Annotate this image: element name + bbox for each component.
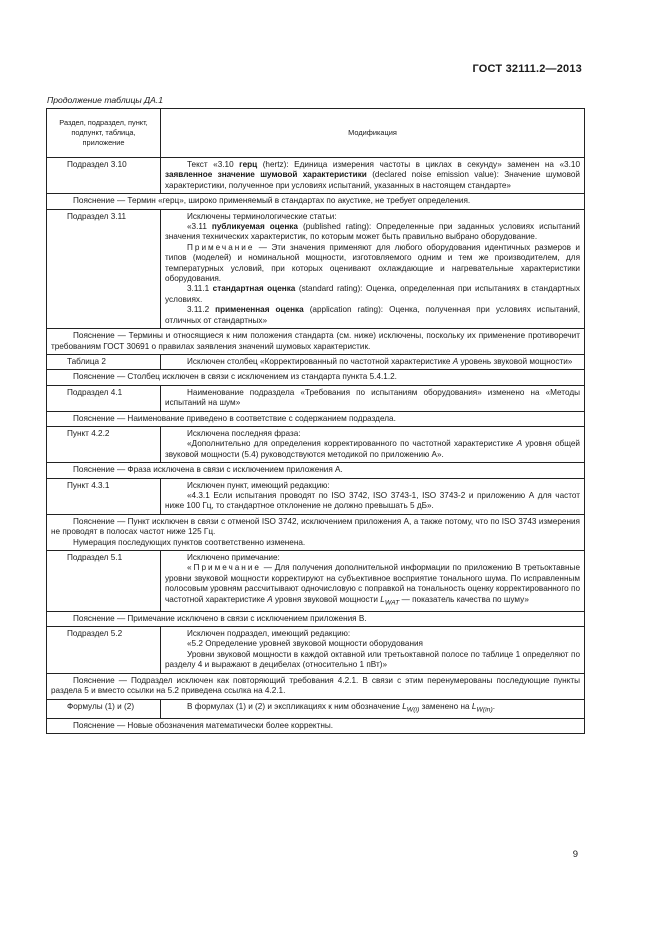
document-id: ГОСТ 32111.2—2013 bbox=[472, 63, 582, 75]
explanation-row bbox=[47, 370, 585, 385]
explanation-text: Пояснение — Примечание исключено в связи с исключением приложения В. bbox=[47, 611, 585, 626]
mod-paragraph: Исключены терминологические статьи: bbox=[187, 211, 337, 221]
mod-paragraph: «5.2 Определение уровней звуковой мощности оборудования bbox=[187, 639, 423, 649]
explanation-row bbox=[47, 514, 585, 550]
row-section: Подраздел 3.10 bbox=[47, 158, 161, 194]
row-modification bbox=[161, 699, 585, 718]
header-section: Раздел, подраздел, пункт, подпункт, таблица, приложение bbox=[47, 109, 161, 158]
explanation-row bbox=[47, 329, 585, 355]
mod-paragraph: В формулах (1) и (2) и экспликациях к ним обозначение $L_{W(i)}$ заменено на $L_{W(in)}$. bbox=[187, 701, 496, 714]
explanation-text: Пояснение — Термин «герц», широко применяемый в стандартах по акустике, не требует определения. bbox=[47, 194, 585, 209]
table-row bbox=[47, 158, 585, 194]
row-section: Подраздел 5.2 bbox=[47, 627, 161, 674]
row-modification bbox=[161, 158, 585, 194]
mod-paragraph: «Дополнительно для определения корректированного по частотной характеристике А уровня общей звуковой мощности (5.4) руководствуются методикой по приложению А». bbox=[165, 439, 580, 459]
explanation-row bbox=[47, 718, 585, 733]
mod-paragraph: Исключен столбец «Корректированный по частотной характеристике А уровень звуковой мощности» bbox=[187, 356, 573, 366]
page-number: 9 bbox=[572, 849, 578, 860]
row-modification bbox=[161, 551, 585, 612]
mod-paragraph: Уровни звуковой мощности в каждой октавной или третьоктавной полосе по таблице 1 определяют по разделу 4 и выражают в децибелах (относительно 1 пВт)» bbox=[165, 649, 580, 670]
table-row bbox=[47, 699, 585, 718]
explanation-text: Пояснение — Термины и относящиеся к ним положения стандарта (см. ниже) исключены, поскольку их применение противоречит требованиям ГОСТ 30691 о правилах заявления значений шумовых характеристик. bbox=[47, 329, 585, 355]
mod-paragraph: 3.11.2 примененная оценка (application rating): Оценка, полученная при условиях испытаний, отличных от стандартных» bbox=[165, 305, 580, 325]
mod-paragraph: Исключен пункт, имеющий редакцию: bbox=[187, 480, 330, 490]
row-section: Таблица 2 bbox=[47, 354, 161, 369]
modification-table bbox=[46, 108, 585, 734]
row-modification bbox=[161, 385, 585, 411]
header-modification: Модификация bbox=[161, 109, 585, 158]
explanation-text: Пояснение — Наименование приведено в соответствие с содержанием подраздела. bbox=[47, 411, 585, 426]
table-caption: Продолжение таблицы ДА.1 bbox=[47, 95, 164, 105]
explanation-text: Пояснение — Пункт исключен в связи с отменой ISO 3742, исключением приложения А, а также потому, что по ISO 3743 измерения не проводят в полосах частот ниже 125 Гц. Нумерация последующих пунктов соответственно изменена. bbox=[47, 514, 585, 550]
mod-note: «Примечание — Для получения дополнительной информации по приложению В третьоктавные уровни звуковой мощности корректируют на субъективное восприятие тонального шума. По исправленным полосовым уровням рассчитывают одночисловую с поправкой на тональность оценку корректированного по частотной характеристике А уровня звуковой мощности $L_{WAT}$ — показатель качества по шуму» bbox=[165, 563, 580, 607]
table-row bbox=[47, 426, 585, 462]
row-section: Подраздел 5.1 bbox=[47, 551, 161, 612]
mod-paragraph: Исключена последняя фраза: bbox=[187, 428, 301, 438]
mod-note: Примечание — Эти значения применяют для любого оборудования идентичных размеров и типов (моделей) и номинальной мощности, изготовляемого одним и тем же производителем, для температурных условий, при которых оценивают охлаждающие и нагревательные характеристики оборудования. bbox=[165, 242, 580, 284]
row-modification bbox=[161, 478, 585, 514]
mod-paragraph: 3.11.1 стандартная оценка (standard rating): Оценка, определенная при испытаниях в стандартных условиях. bbox=[165, 284, 580, 304]
row-modification bbox=[161, 426, 585, 462]
mod-paragraph: Исключен подраздел, имеющий редакцию: bbox=[187, 629, 351, 639]
row-section: Пункт 4.3.1 bbox=[47, 478, 161, 514]
table-row bbox=[47, 385, 585, 411]
explanation-row bbox=[47, 611, 585, 626]
mod-paragraph: «3.11 публикуемая оценка (published rating): Определенные при заданных условиях испытаний значения технических характеристик, по которым может быть правильно выбрано оборудование. bbox=[165, 222, 580, 242]
row-section: Подраздел 3.11 bbox=[47, 209, 161, 328]
explanation-row bbox=[47, 411, 585, 426]
table-row bbox=[47, 627, 585, 674]
table-row bbox=[47, 478, 585, 514]
explanation-text: Пояснение — Подраздел исключен как повторяющий требования 4.2.1. В связи с этим перенумерованы последующие пункты раздела 5 и вместо ссылки на 5.2 приведена ссылка на 4.2.1. bbox=[47, 673, 585, 699]
row-modification bbox=[161, 209, 585, 328]
mod-paragraph: Наименование подраздела «Требования по испытаниям оборудования» изменено на «Методы испытаний на шум» bbox=[165, 387, 580, 408]
mod-paragraph: Текст «3.10 герц (hertz): Единица измерения частоты в циклах в секунду» заменен на «3.10 заявленное значение шумовой характеристики (declared noise emission value): Значение шумовой характеристики, полученное при условиях испытаний, указанных в настоящем стандарте» bbox=[165, 160, 580, 190]
explanation-row bbox=[47, 463, 585, 478]
table-row bbox=[47, 551, 585, 612]
row-modification bbox=[161, 627, 585, 674]
explanation-text: Пояснение — Столбец исключен в связи с исключением из стандарта пункта 5.4.1.2. bbox=[47, 370, 585, 385]
row-section: Подраздел 4.1 bbox=[47, 385, 161, 411]
table-row bbox=[47, 354, 585, 369]
table-row bbox=[47, 209, 585, 328]
explanation-text: Пояснение — Фраза исключена в связи с исключением приложения А. bbox=[47, 463, 585, 478]
row-section: Пункт 4.2.2 bbox=[47, 426, 161, 462]
row-section: Формулы (1) и (2) bbox=[47, 699, 161, 718]
explanation-row bbox=[47, 673, 585, 699]
row-modification bbox=[161, 354, 585, 369]
explanation-text: Пояснение — Новые обозначения математически более корректны. bbox=[47, 718, 585, 733]
mod-paragraph: «4.3.1 Если испытания проводят по ISO 3742, ISO 3743-1, ISO 3743-2 и приложению А для частот ниже 100 Гц, то стандартное отклонение не должно превышать 5 дБ». bbox=[165, 490, 580, 511]
mod-paragraph: Исключено примечание: bbox=[187, 553, 280, 562]
table-header-row bbox=[47, 109, 585, 158]
explanation-row bbox=[47, 194, 585, 209]
